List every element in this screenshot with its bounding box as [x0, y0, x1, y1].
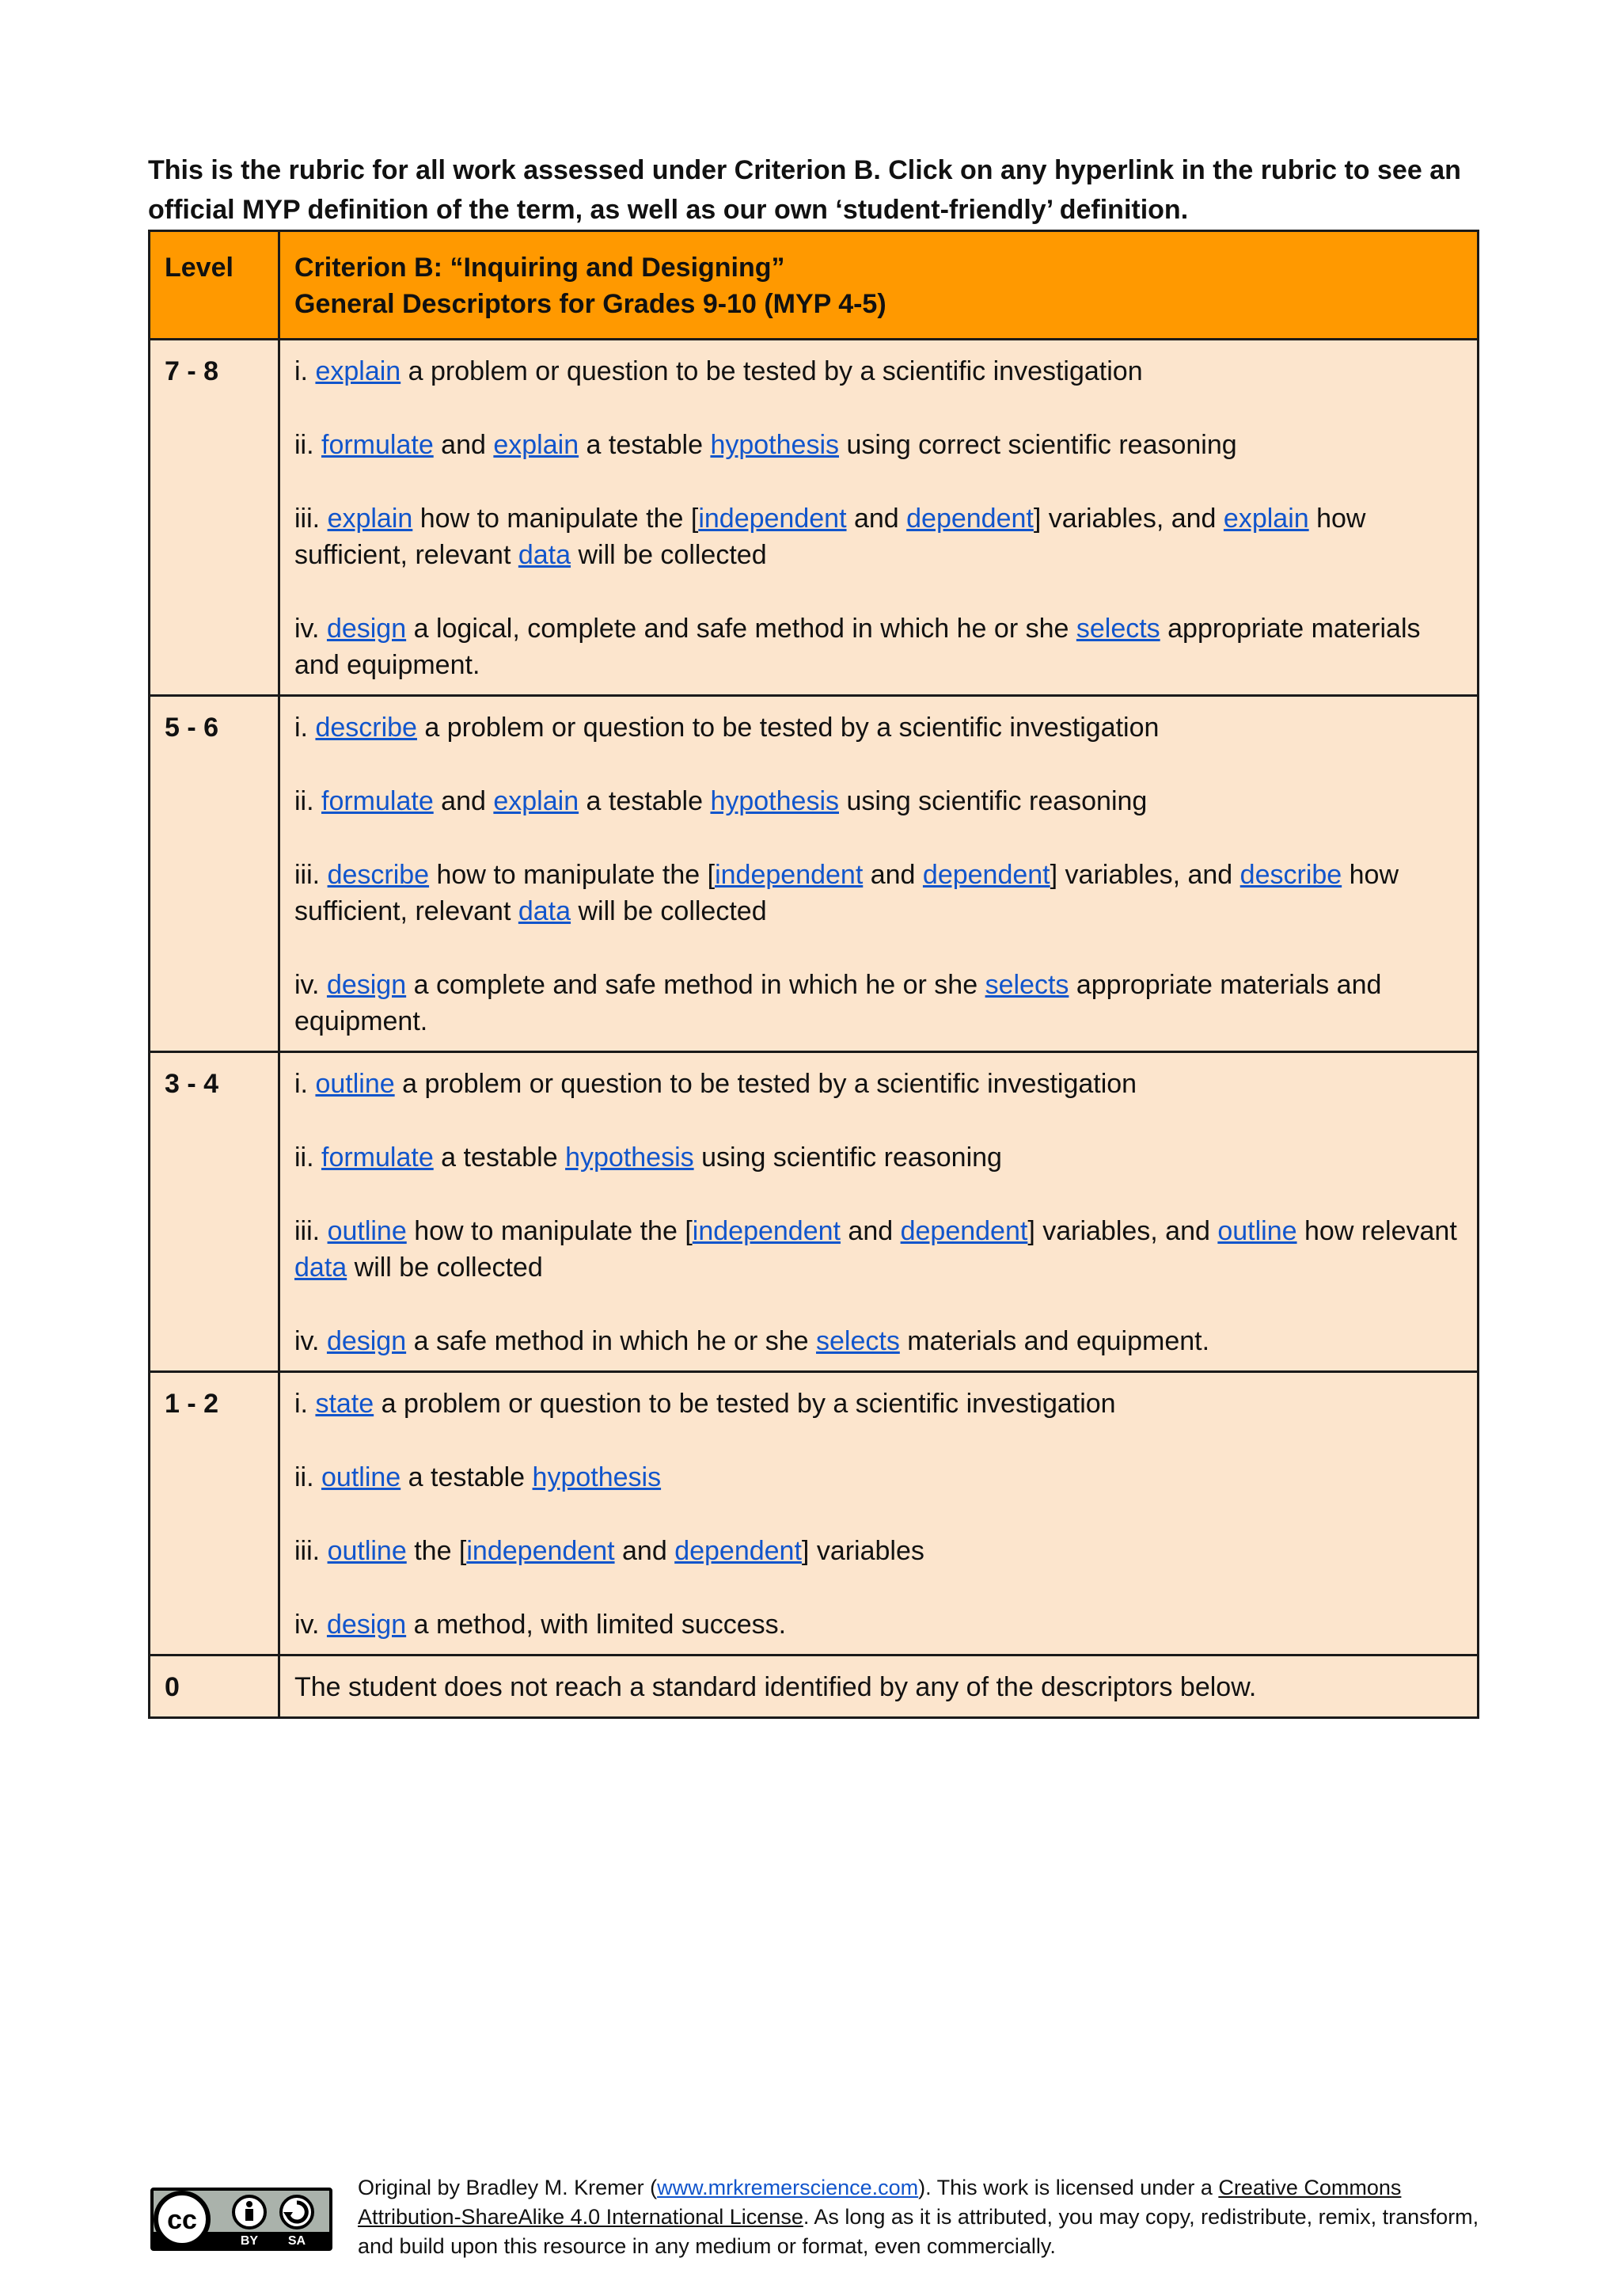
term-link[interactable]: independent — [692, 1216, 841, 1246]
descriptor-item — [294, 1606, 1463, 1643]
descriptor-item — [294, 1139, 1463, 1176]
descriptor-text: iii. — [294, 504, 328, 534]
descriptor-text: ] variables, and — [1050, 860, 1240, 890]
descriptor-item — [294, 1066, 1463, 1102]
descriptor-text: the [ — [406, 1536, 467, 1566]
descriptor-text: how to manipulate the [ — [406, 1216, 693, 1246]
descriptor-text: a problem or question to be tested by a scientific investigation — [394, 1069, 1137, 1099]
rubric-row — [150, 1655, 1479, 1718]
level-cell: 5 - 6 — [150, 696, 279, 1052]
descriptor-text: i. — [294, 1069, 316, 1099]
site-link[interactable]: www.mrkremerscience.com — [657, 2176, 919, 2199]
descriptor-text: and — [433, 430, 494, 460]
descriptor-text: a testable — [433, 1142, 566, 1173]
descriptor-text: a problem or question to be tested by a scientific investigation — [374, 1389, 1116, 1419]
term-link[interactable]: hypothesis — [565, 1142, 694, 1173]
term-link[interactable]: selects — [985, 970, 1069, 1000]
term-link[interactable]: explain — [315, 356, 401, 386]
license-text-part-1: Original by Bradley M. Kremer ( — [358, 2176, 658, 2199]
descriptor-item — [294, 1213, 1463, 1286]
descriptor-text: using scientific reasoning — [693, 1142, 1002, 1173]
term-link[interactable]: outline — [321, 1462, 401, 1492]
descriptor-item — [294, 427, 1463, 463]
rubric-header-row — [150, 231, 1479, 340]
descriptor-text: how to manipulate the [ — [429, 860, 716, 890]
term-link[interactable]: design — [326, 1610, 407, 1640]
license-text-part-2: ). This work is licensed under a — [918, 2176, 1219, 2199]
term-link[interactable]: formulate — [321, 430, 434, 460]
descriptor-cell — [279, 1655, 1479, 1718]
descriptor-text: how to manipulate the [ — [412, 504, 699, 534]
descriptor-text: iii. — [294, 860, 328, 890]
rubric-row — [150, 1372, 1479, 1655]
rubric-row — [150, 340, 1479, 696]
descriptor-item — [294, 857, 1463, 929]
criterion-header — [279, 231, 1479, 340]
term-link[interactable]: design — [326, 614, 407, 644]
descriptor-text: a testable — [579, 430, 711, 460]
cc-badge-by: BY — [240, 2234, 259, 2248]
descriptor-text: a testable — [579, 786, 711, 816]
descriptor-text: a complete and safe method in which he or she — [406, 970, 985, 1000]
descriptor-text: a logical, complete and safe method in which he or she — [406, 614, 1076, 644]
term-link[interactable]: independent — [715, 860, 864, 890]
criterion-subtitle: General Descriptors for Grades 9-10 (MYP 4-5) — [294, 289, 886, 319]
term-link[interactable]: outline — [327, 1216, 407, 1246]
descriptor-text: iii. — [294, 1216, 328, 1246]
descriptor-cell — [279, 1052, 1479, 1372]
rubric-row — [150, 1052, 1479, 1372]
rubric-body — [150, 340, 1479, 1718]
rubric-table — [148, 230, 1479, 1719]
descriptor-text: and — [614, 1536, 675, 1566]
term-link[interactable]: dependent — [906, 504, 1034, 534]
descriptor-text: ] variables, and — [1027, 1216, 1218, 1246]
term-link[interactable]: hypothesis — [710, 786, 839, 816]
descriptor-text: iv. — [294, 1326, 327, 1356]
license-text-part-3: . As long as it is attributed, you may copy, redistribute, remix, transform, and build upon this resource in any medium or format, even commercially. — [358, 2205, 1479, 2258]
term-link[interactable]: data — [518, 540, 571, 570]
descriptor-text: ii. — [294, 1462, 321, 1492]
cc-badge-sa: SA — [287, 2234, 306, 2248]
descriptor-text: ii. — [294, 1142, 321, 1173]
descriptor-item — [294, 1323, 1463, 1359]
term-link[interactable]: outline — [327, 1536, 407, 1566]
criterion-title: Criterion B: “Inquiring and Designing” — [294, 253, 785, 283]
intro-text: This is the rubric for all work assessed under Criterion B. Click on any hyperlink in the rubric to see an official MYP definition of the term, as well as our own ‘student-friendly’ definition. — [148, 155, 1461, 225]
descriptor-text: iii. — [294, 1536, 328, 1566]
descriptor-text: using scientific reasoning — [839, 786, 1148, 816]
rubric-row — [150, 696, 1479, 1052]
level-header: Level — [150, 231, 279, 340]
descriptor-item — [294, 1386, 1463, 1422]
term-link[interactable]: selects — [816, 1326, 900, 1356]
level-cell: 0 — [150, 1655, 279, 1718]
descriptor-text: ] variables, and — [1033, 504, 1224, 534]
cc-badge-cc: cc — [167, 2205, 197, 2235]
level-cell: 3 - 4 — [150, 1052, 279, 1372]
descriptor-text: will be collected — [571, 896, 767, 926]
descriptor-text: appropriate materials and equipment. — [294, 970, 1382, 1036]
term-link[interactable]: design — [326, 1326, 407, 1356]
descriptor-text: materials and equipment. — [899, 1326, 1210, 1356]
descriptor-item — [294, 1669, 1463, 1705]
descriptor-cell — [279, 1372, 1479, 1655]
term-link[interactable]: formulate — [321, 786, 434, 816]
descriptor-text: a problem or question to be tested by a scientific investigation — [416, 713, 1160, 743]
term-link[interactable]: hypothesis — [532, 1462, 662, 1492]
term-link[interactable]: explain — [493, 430, 579, 460]
descriptor-text: iv. — [294, 970, 327, 1000]
descriptor-text: how relevant — [1296, 1216, 1457, 1246]
descriptor-text: i. — [294, 713, 316, 743]
term-link[interactable]: data — [518, 896, 571, 926]
term-link[interactable]: independent — [466, 1536, 615, 1566]
term-link[interactable]: outline — [1217, 1216, 1297, 1246]
term-link[interactable]: dependent — [922, 860, 1050, 890]
descriptor-text: i. — [294, 1389, 316, 1419]
cc-badge-graphic-icon — [154, 2191, 329, 2248]
license-link[interactable]: Creative Commons Attribution-ShareAlike 4.0 International License — [358, 2176, 1402, 2229]
license-text — [358, 2173, 1490, 2261]
descriptor-text: ii. — [294, 430, 321, 460]
descriptor-cell — [279, 340, 1479, 696]
descriptor-text: a testable — [401, 1462, 533, 1492]
term-link[interactable]: explain — [493, 786, 579, 816]
cc-by-sa-badge-icon[interactable] — [150, 2188, 332, 2251]
term-link[interactable]: dependent — [900, 1216, 1028, 1246]
descriptor-text: how sufficient, relevant — [294, 504, 1366, 570]
descriptor-text: ] variables — [801, 1536, 924, 1566]
level-cell: 7 - 8 — [150, 340, 279, 696]
descriptor-text: a safe method in which he or she — [406, 1326, 816, 1356]
descriptor-text: will be collected — [571, 540, 767, 570]
descriptor-text: The student does not reach a standard identified by any of the descriptors below. — [294, 1672, 1257, 1702]
descriptor-item — [294, 1459, 1463, 1496]
term-link[interactable]: explain — [327, 504, 413, 534]
descriptor-text: and — [846, 504, 907, 534]
descriptor-text: how sufficient, relevant — [294, 860, 1399, 926]
term-link[interactable]: describe — [1239, 860, 1342, 890]
term-link[interactable]: design — [326, 970, 407, 1000]
descriptor-item — [294, 353, 1463, 390]
term-link[interactable]: independent — [698, 504, 847, 534]
level-cell: 1 - 2 — [150, 1372, 279, 1655]
descriptor-item — [294, 610, 1463, 683]
descriptor-text: iv. — [294, 614, 327, 644]
descriptor-text: appropriate materials and equipment. — [294, 614, 1421, 680]
term-link[interactable]: selects — [1076, 614, 1160, 644]
descriptor-text: and — [840, 1216, 901, 1246]
descriptor-text: will be collected — [347, 1253, 543, 1283]
license-footer — [150, 2173, 1480, 2260]
descriptor-text: iv. — [294, 1610, 327, 1640]
term-link[interactable]: formulate — [321, 1142, 434, 1173]
descriptor-text: i. — [294, 356, 316, 386]
term-link[interactable]: describe — [315, 713, 417, 743]
term-link[interactable]: describe — [327, 860, 430, 890]
descriptor-text: a problem or question to be tested by a scientific investigation — [401, 356, 1143, 386]
descriptor-item — [294, 500, 1463, 573]
descriptor-text: using correct scientific reasoning — [839, 430, 1237, 460]
descriptor-item — [294, 967, 1463, 1040]
term-link[interactable]: hypothesis — [710, 430, 839, 460]
term-link[interactable]: outline — [315, 1069, 395, 1099]
term-link[interactable]: data — [294, 1253, 347, 1283]
descriptor-item — [294, 1533, 1463, 1569]
descriptor-text: ii. — [294, 786, 321, 816]
descriptor-text: and — [863, 860, 923, 890]
descriptor-cell — [279, 696, 1479, 1052]
descriptor-text: and — [433, 786, 494, 816]
descriptor-item — [294, 709, 1463, 746]
term-link[interactable]: explain — [1223, 504, 1309, 534]
term-link[interactable]: state — [315, 1389, 374, 1419]
descriptor-item — [294, 783, 1463, 819]
descriptor-text: a method, with limited success. — [406, 1610, 787, 1640]
term-link[interactable]: dependent — [674, 1536, 802, 1566]
